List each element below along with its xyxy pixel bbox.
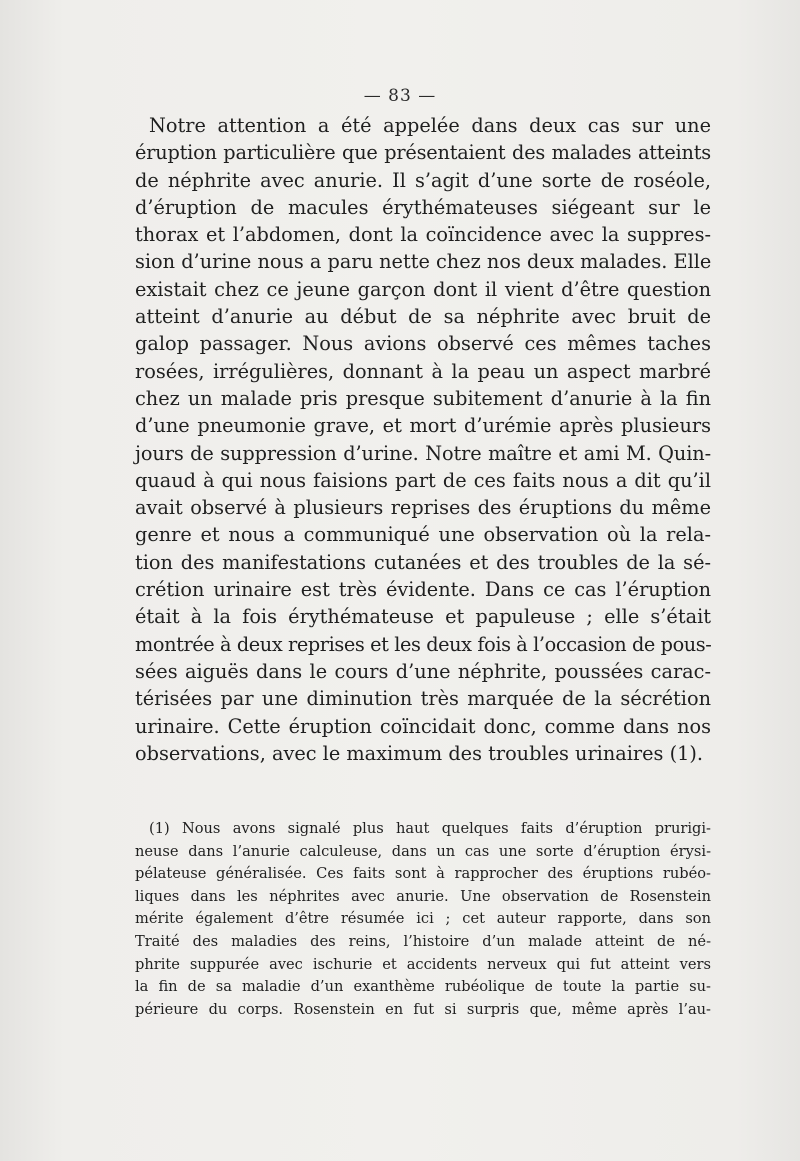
- footnote-line: périeure du corps. Rosenstein en fut si surpris que, même après l’au-: [135, 1000, 711, 1018]
- paragraph-line: de néphrite avec anurie. Il s’agit d’une sorte de roséole,: [135, 168, 711, 192]
- paragraph-line: sées aiguës dans le cours d’une néphrite, poussées carac-: [135, 659, 711, 683]
- footnote-line: Traité des maladies des reins, l’histoire d’un malade atteint de né-: [135, 932, 711, 950]
- footnote-line: la fin de sa maladie d’un exanthème rubéolique de toute la partie su-: [135, 978, 711, 996]
- paragraph-line: était à la fois érythémateuse et papuleuse ; elle s’était: [135, 605, 711, 629]
- paragraph-line: térisées par une diminution très marquée de la sécrétion: [135, 687, 711, 711]
- paragraph-line: existait chez ce jeune garçon dont il vient d’être question: [135, 277, 711, 301]
- footnote-line: (1) Nous avons signalé plus haut quelques faits d’éruption prurigi-: [149, 820, 711, 837]
- paragraph-line: atteint d’anurie au début de sa néphrite avec bruit de: [135, 305, 711, 329]
- paragraph-line: galop passager. Nous avions observé ces mêmes taches: [135, 332, 711, 356]
- paragraph-line: avait observé à plusieurs reprises des éruptions du même: [135, 496, 711, 520]
- paragraph-line: d’éruption de macules érythémateuses siégeant sur le: [135, 195, 711, 219]
- paragraph-line: jours de suppression d’urine. Notre maître et ami M. Quin-: [135, 441, 711, 465]
- main-paragraph: [135, 112, 711, 767]
- page-number: — 83 —: [363, 86, 437, 106]
- paragraph-line: montrée à deux reprises et les deux fois à l’occasion de pous-: [135, 632, 712, 656]
- paragraph-line: tion des manifestations cutanées et des troubles de la sé-: [135, 550, 711, 574]
- footnote: [135, 818, 711, 1021]
- footnote-line: mérite également d’être résumée ici ; cet auteur rapporte, dans son: [135, 910, 711, 928]
- footnote-line: neuse dans l’anurie calculeuse, dans un cas une sorte d’éruption érysi-: [135, 842, 711, 860]
- footnote-line: pélateuse généralisée. Ces faits sont à rapprocher des éruptions rubéo-: [135, 865, 711, 883]
- footnote-line: phrite suppurée avec ischurie et accidents nerveux qui fut atteint vers: [135, 955, 711, 973]
- paragraph-line: urinaire. Cette éruption coïncidait donc, comme dans nos: [135, 714, 711, 738]
- paragraph-line: Notre attention a été appelée dans deux cas sur une: [149, 114, 711, 137]
- paragraph-line: quaud à qui nous faisions part de ces faits nous a dit qu’il: [135, 468, 711, 492]
- paragraph-line: éruption particulière que présentaient des malades atteints: [135, 141, 711, 165]
- footnote-line: liques dans les néphrites avec anurie. Une observation de Rosenstein: [135, 887, 711, 905]
- paragraph-line: observations, avec le maximum des troubles urinaires (1).: [135, 741, 704, 765]
- paragraph-line: chez un malade pris presque subitement d’anurie à la fin: [135, 386, 711, 410]
- paragraph-line: d’une pneumonie grave, et mort d’urémie après plusieurs: [135, 414, 711, 438]
- paragraph-line: crétion urinaire est très évidente. Dans ce cas l’éruption: [135, 578, 711, 602]
- paragraph-line: sion d’urine nous a paru nette chez nos deux malades. Elle: [135, 250, 712, 274]
- paragraph-line: genre et nous a communiqué une observation où la rela-: [135, 523, 711, 547]
- paragraph-line: thorax et l’abdomen, dont la coïncidence avec la suppres-: [135, 223, 711, 247]
- paragraph-line: rosées, irrégulières, donnant à la peau un aspect marbré: [135, 359, 711, 383]
